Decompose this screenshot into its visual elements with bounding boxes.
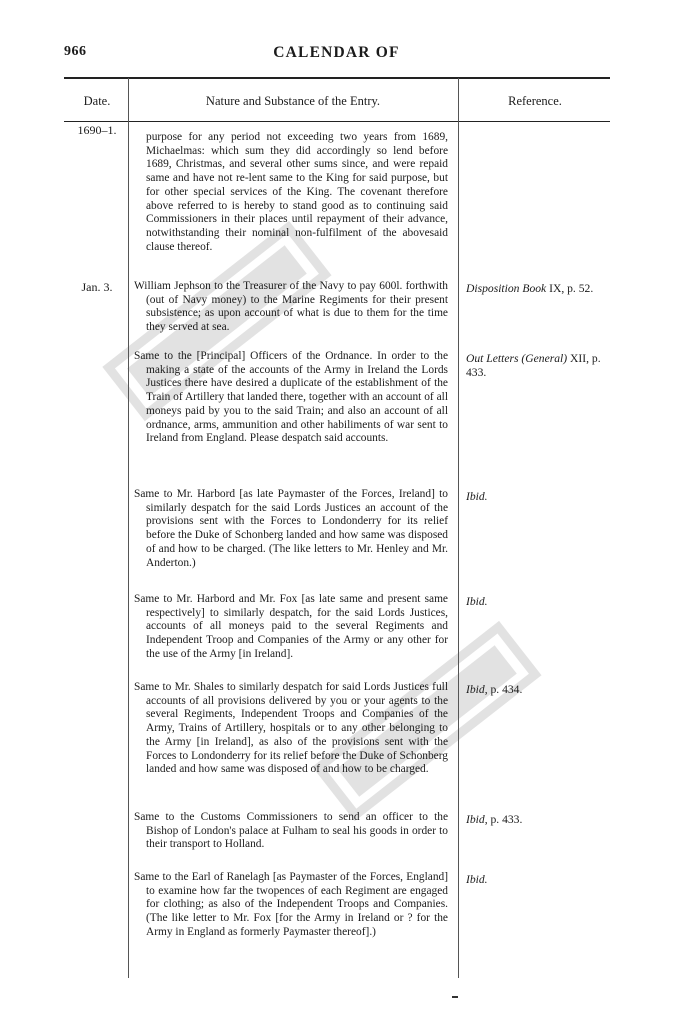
entry-reference (466, 352, 610, 380)
entry-text: Same to the Earl of Ranelagh [as Paymaster of the Forces, England] to examine how far the twopences of each Regiment are engaged for clothing; as also of the Independent Troops and Companies. (The like letter to Mr. Fox [for the Army in Ireland or ? for the Army in England as formerly Paymaster thereof].) (134, 871, 448, 938)
header-bottom-rule (64, 121, 610, 122)
entry-text: Same to the [Principal] Officers of the Ordnance. In order to the making a state of the accounts of the Army in Ireland the Lords Justices there have desired a duplicate of the establishment of the Train of Artillery that landed there, together with an account of all moneys paid by you to the said Train; and also an account of all ordnance, arms, ammunition and other habiliments of war sent to Ireland from England. Please despatch said accounts. (134, 350, 448, 445)
column-header-nature: Nature and Substance of the Entry. (205, 94, 381, 108)
reference-locator: , p. 433. (484, 813, 523, 826)
reference-locator: IX, p. 52. (546, 282, 594, 295)
reference-source: Out Letters (General) (466, 352, 568, 365)
entry-text: Same to Mr. Shales to similarly despatch for said Lords Justices full accounts of all provisions delivered by you or your agents to the several Regiments, Independent Troops and Companies of the Army, Trains of Artillery, hospitals or to any other belonging to the Army [in Ireland], as also of the provisions sent with the Forces to Londonderry for its relief before the Duke of Schonberg landed and how same was disposed of and how to be charged. (134, 681, 448, 776)
entry-text: William Jephson to the Treasurer of the Navy to pay 600l. forthwith (out of Navy money) to the Marine Regiments for their present subsistence; as upon account of what is due to them for the time they served at sea. (134, 280, 448, 334)
reference-locator: XII, p. 433. (466, 352, 601, 379)
reference-source: Ibid. (466, 490, 488, 503)
entry-date: 1690–1. (77, 123, 117, 137)
entry-reference (466, 683, 610, 697)
page-number: 966 (64, 44, 87, 59)
entry-text: purpose for any period not exceeding two years from 1689, Michaelmas: which sum they did accordingly so lend before 1689, Christmas, and several other sums since, and were repaid same and have not re-lent same to the King for said purpose, but for other special services of the King. The covenant therefore above referred to is hereby to stand good as to continuing said Commissioners in their places until repayment of their advance, notwithstanding their nominal non-fulfilment of the abovesaid clause thereof. (146, 131, 448, 253)
print-mark (452, 996, 458, 998)
entry-reference (466, 490, 610, 504)
column-divider-right (458, 78, 459, 978)
column-header-date: Date. (83, 94, 111, 108)
reference-source: Ibid (466, 683, 485, 696)
running-title: CALENDAR OF (273, 44, 400, 61)
entry-text: Same to the Customs Commissioners to send an officer to the Bishop of London's palace at Fulham to seal his goods in order to their transport to Holland. (134, 811, 448, 851)
entry-reference (466, 595, 610, 609)
column-divider-left (128, 78, 129, 978)
entry-text: Same to Mr. Harbord and Mr. Fox [as late same and present same respectively] to similarly despatch, for the said Lords Justices, accounts of all moneys paid to the several Regiments and Independent Troop and Companies of the Army or any other for the use of the Army [in Ireland]. (134, 593, 448, 660)
entry-date: Jan. 3. (81, 280, 113, 294)
entry-reference (466, 873, 610, 887)
reference-source: Ibid. (466, 595, 488, 608)
column-header-reference: Reference. (508, 94, 562, 108)
reference-source: Ibid (466, 813, 485, 826)
reference-source: Ibid. (466, 873, 488, 886)
entry-reference (466, 813, 610, 827)
reference-locator: , p. 434. (484, 683, 523, 696)
table-top-rule (64, 77, 610, 79)
entry-text: Same to Mr. Harbord [as late Paymaster of the Forces, Ireland] to similarly despatch for the said Lords Justices an account of the provisions sent with the Forces to Londonderry for its relief before the Duke of Schonberg landed and how same was disposed of and how to be charged. (The like letters to Mr. Henley and Mr. Anderton.) (134, 488, 448, 569)
reference-source: Disposition Book (466, 282, 547, 295)
entry-reference (466, 282, 610, 296)
